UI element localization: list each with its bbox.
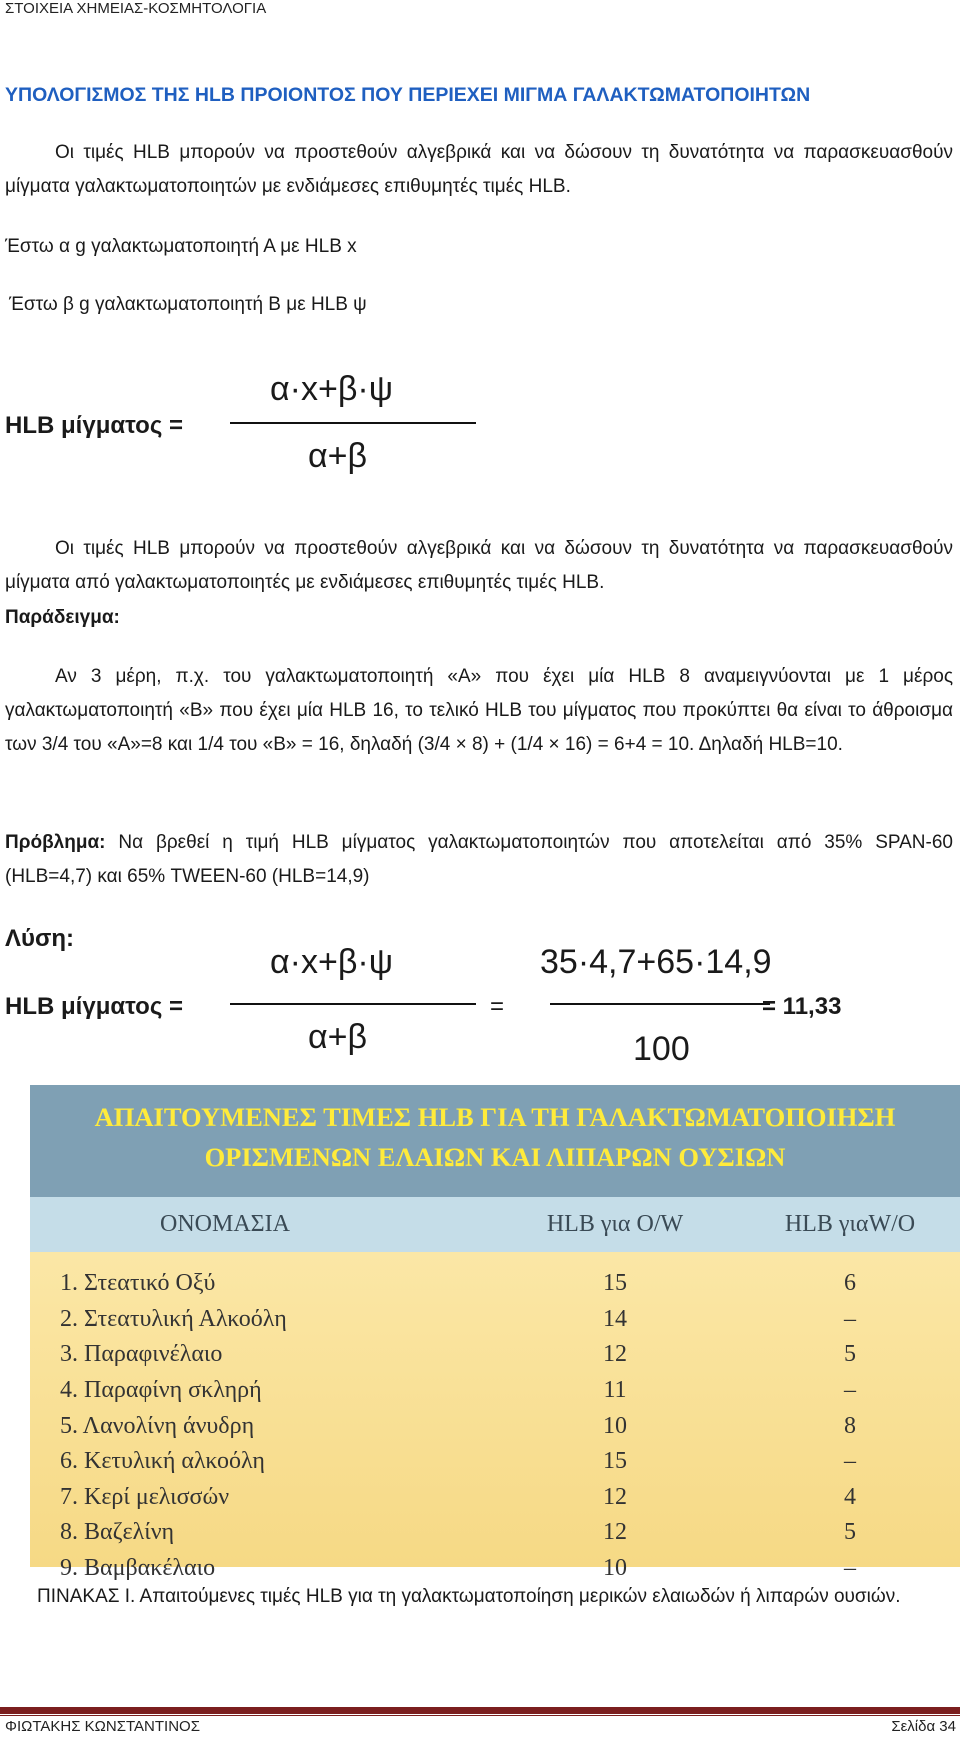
table-title-line1: ΑΠΑΙΤΟΥΜΕΝΕΣ ΤΙΜΕΣ HLB ΓΙΑ ΤΗ ΓΑΛΑΚΤΩΜΑΤΟΠΟΙΗΣΗ (94, 1102, 896, 1132)
section-heading: ΥΠΟΛΟΓΙΣΜΟΣ ΤΗΣ HLB ΠΡΟΙΟΝΤΟΣ ΠΟΥ ΠΕΡΙΕΧΕΙ ΜΙΓΜΑ ΓΑΛΑΚΤΩΜΑΤΟΠΟΙΗΤΩΝ (5, 84, 811, 106)
formula-fraction-bar (230, 422, 476, 424)
cell-wo: 8 (844, 1412, 856, 1439)
table-caption: ΠΙΝΑΚΑΣ Ι. Απαιτούμενες τιμές HLB για τη γαλακτωματοποίηση μερικών ελαιωδών ή λιπαρών ουσιών. (37, 1586, 901, 1607)
example-label: Παράδειγμα: (5, 607, 120, 628)
column-header-ow: HLB για O/W (546, 1211, 684, 1237)
column-header-name: ΟΝΟΜΑΣΙΑ (160, 1211, 290, 1237)
table-row (30, 1408, 960, 1444)
footer-rule-thin (0, 1715, 960, 1716)
solution-numbers-bar (550, 1003, 770, 1005)
hlb-table (30, 1085, 960, 1582)
cell-ow: 11 (603, 1377, 627, 1404)
example-paragraph (5, 660, 953, 762)
cell-name: 5. Λανολίνη άνυδρη (60, 1412, 255, 1439)
table-row (30, 1302, 960, 1338)
cell-name: 3. Παραφινέλαιο (60, 1341, 223, 1368)
footer-page-number: Σελίδα 34 (891, 1718, 956, 1735)
footer-author: ΦΙΩΤΑΚΗΣ ΚΩΝΣΤΑΝΤΙΝΟΣ (5, 1718, 200, 1735)
running-header: ΣΤΟΙΧΕΙΑ ΧΗΜΕΙΑΣ-ΚΟΣΜΗΤΟΛΟΓΙΑ (5, 0, 267, 17)
cell-name: 6. Κετυλική αλκοόλη (60, 1448, 265, 1475)
table-body (30, 1252, 960, 1582)
cell-ow: 10 (603, 1555, 627, 1582)
cell-ow: 12 (603, 1519, 627, 1546)
table-row (30, 1480, 960, 1516)
table-title-line2: ΟΡΙΣΜΕΝΩΝ ΕΛΑΙΩΝ ΚΑΙ ΛΙΠΑΡΩΝ ΟΥΣΙΩΝ (204, 1142, 786, 1172)
formula-numerator: α·x+β·ψ (270, 370, 393, 408)
para2-text: Οι τιμές HLB μπορούν να προστεθούν αλγεβρικά και να δώσουν τη δυνατότητα να παρασκευασθούν μίγματα από γαλακτωματοποιητές με ενδιάμεσες επιθυμητές τιμές HLB. (5, 538, 953, 593)
table-row (30, 1266, 960, 1302)
cell-ow: 15 (603, 1270, 627, 1297)
table-row (30, 1444, 960, 1480)
table-row (30, 1373, 960, 1409)
problem-label: Πρόβλημα: (5, 832, 106, 853)
cell-name: 1. Στεατικό Οξύ (60, 1270, 216, 1297)
cell-name: 8. Βαζελίνη (60, 1519, 175, 1546)
table-title (30, 1085, 960, 1197)
cell-name: 7. Κερί μελισσών (60, 1483, 230, 1510)
problem-paragraph (5, 826, 953, 894)
table-column-headers (30, 1197, 960, 1252)
cell-wo: – (844, 1555, 856, 1582)
footer-rule-thick (0, 1707, 960, 1714)
paragraph-2 (5, 532, 953, 600)
intro-text: Οι τιμές HLB μπορούν να προστεθούν αλγεβρικά και να δώσουν τη δυνατότητα να παρασκευασθούν μίγματα γαλακτωματοποιητών με ενδιάμεσες επιθυμητές τιμές HLB. (5, 142, 953, 197)
solution-fraction-bar (230, 1003, 476, 1005)
formula-denominator: α+β (308, 437, 368, 475)
solution-result: = 11,33 (762, 993, 842, 1020)
cell-wo: – (844, 1448, 856, 1475)
table-row (30, 1515, 960, 1551)
cell-ow: 12 (603, 1483, 627, 1510)
formula-label: HLB μίγματος = (5, 412, 183, 439)
cell-wo: – (844, 1305, 856, 1332)
solution-hlb-label: HLB μίγματος = (5, 993, 183, 1020)
example-text: Αν 3 μέρη, π.χ. του γαλακτωματοποιητή «Α» που έχει μία HLB 8 αναμειγνύονται με 1 μέρος γαλακτωματοποιητή «Β» που έχει μία HLB 16, το τελικό HLB του μίγματος που προκύπτει θα είναι το άθροισμα των 3/4 του «Α»=8 και 1/4 του «Β» = 16, δηλαδή (3/4 × 8) + (1/4 × 16) = 6+4 = 10. Δηλαδή HLB=10. (5, 666, 953, 755)
solution-equals: = (490, 993, 505, 1020)
solution-numbers-denominator: 100 (633, 1030, 690, 1068)
table-row (30, 1337, 960, 1373)
cell-ow: 15 (603, 1448, 627, 1475)
problem-text: Να βρεθεί η τιμή HLB μίγματος γαλακτωματοποιητών που αποτελείται από 35% SPAN-60 (HLB=4,7) και 65% TWEEN-60 (HLB=14,9) (5, 832, 953, 887)
cell-ow: 12 (603, 1341, 627, 1368)
solution-label: Λύση: (5, 925, 75, 952)
cell-name: 9. Βαμβακέλαιο (60, 1555, 216, 1582)
cell-name: 2. Στεατυλική Αλκοόλη (60, 1305, 287, 1332)
cell-wo: 4 (844, 1483, 856, 1510)
let-b-line: Έστω β g γαλακτωματοποιητή Β με HLB ψ (9, 294, 367, 315)
solution-denominator: α+β (308, 1018, 368, 1056)
cell-ow: 10 (603, 1412, 627, 1439)
let-a-line: Έστω α g γαλακτωματοποιητή Α με HLB x (5, 236, 357, 257)
solution-numbers-numerator: 35·4,7+65·14,9 (540, 943, 772, 981)
intro-paragraph (5, 136, 953, 204)
cell-name: 4. Παραφίνη σκληρή (60, 1377, 262, 1404)
cell-wo: – (844, 1377, 856, 1404)
cell-wo: 6 (844, 1270, 856, 1297)
cell-wo: 5 (844, 1341, 856, 1368)
solution-numerator: α·x+β·ψ (270, 943, 393, 981)
cell-wo: 5 (844, 1519, 856, 1546)
column-header-wo: HLB γιαW/O (784, 1211, 916, 1237)
cell-ow: 14 (603, 1305, 627, 1332)
